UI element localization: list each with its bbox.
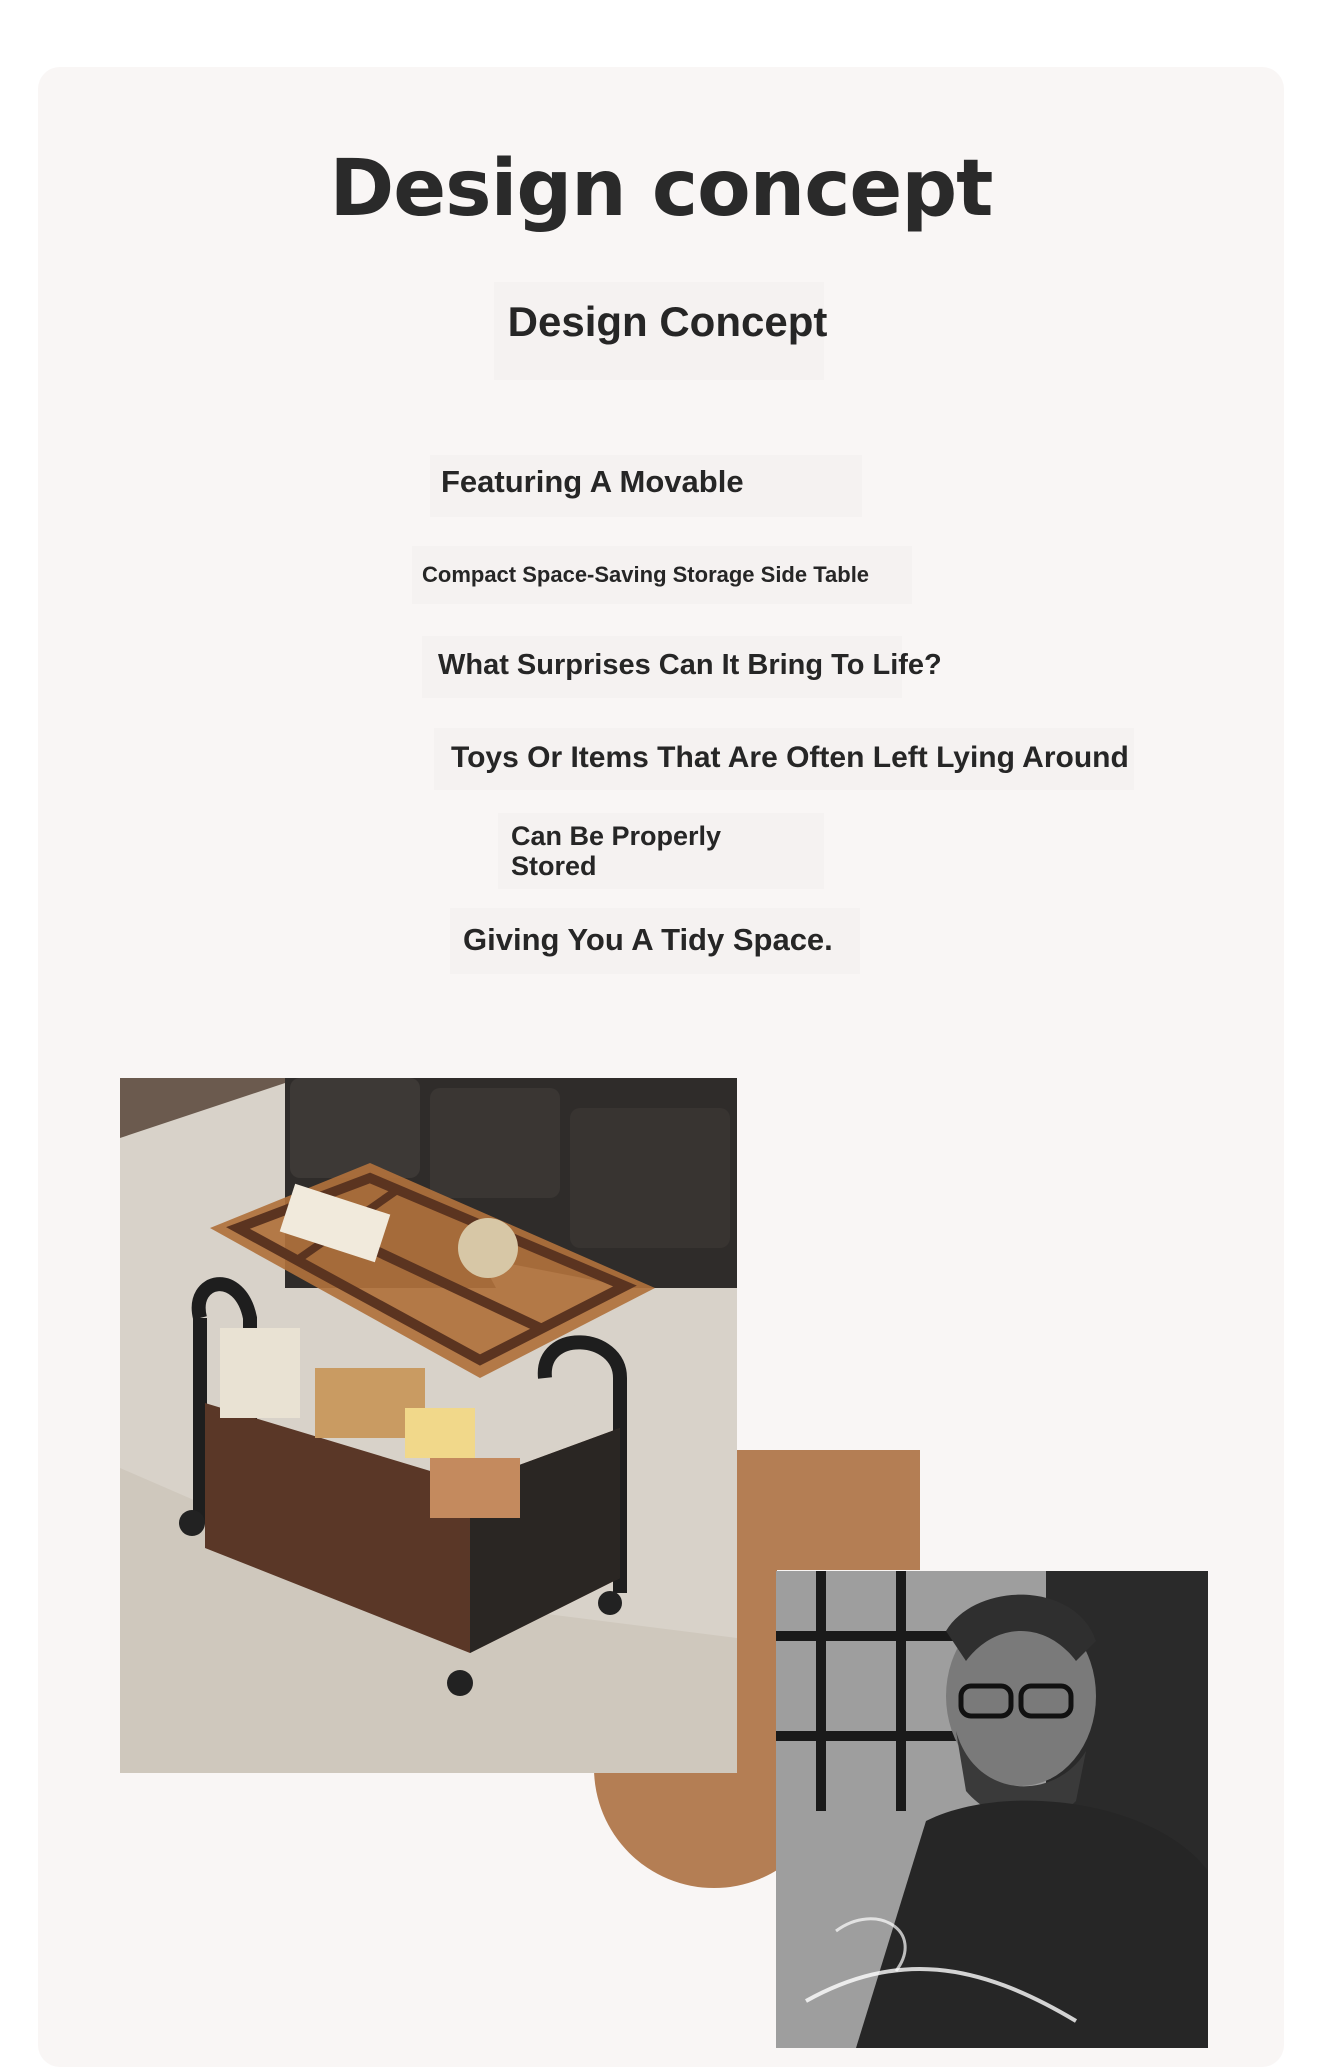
- page-title: Design concept: [329, 144, 993, 234]
- concept-line-side-table: Compact Space-Saving Storage Side Table: [422, 562, 870, 587]
- concept-line-movable: Featuring A Movable: [441, 464, 744, 499]
- man-illustration: [776, 1571, 1208, 2048]
- concept-line-toys: Toys Or Items That Are Often Left Lying Around: [451, 741, 1129, 774]
- storage-side-table-photo: [120, 1078, 737, 1773]
- man-drawing-photo: [776, 1571, 1208, 2048]
- concept-line-stored: Can Be Properly Stored: [511, 821, 722, 882]
- section-subtitle: Design Concept: [507, 298, 828, 345]
- concept-line-surprises: What Surprises Can It Bring To Life?: [438, 649, 942, 681]
- side-table-illustration: [120, 1078, 737, 1773]
- accent-rectangle: [737, 1450, 920, 1570]
- concept-line-tidy-space: Giving You A Tidy Space.: [463, 922, 833, 957]
